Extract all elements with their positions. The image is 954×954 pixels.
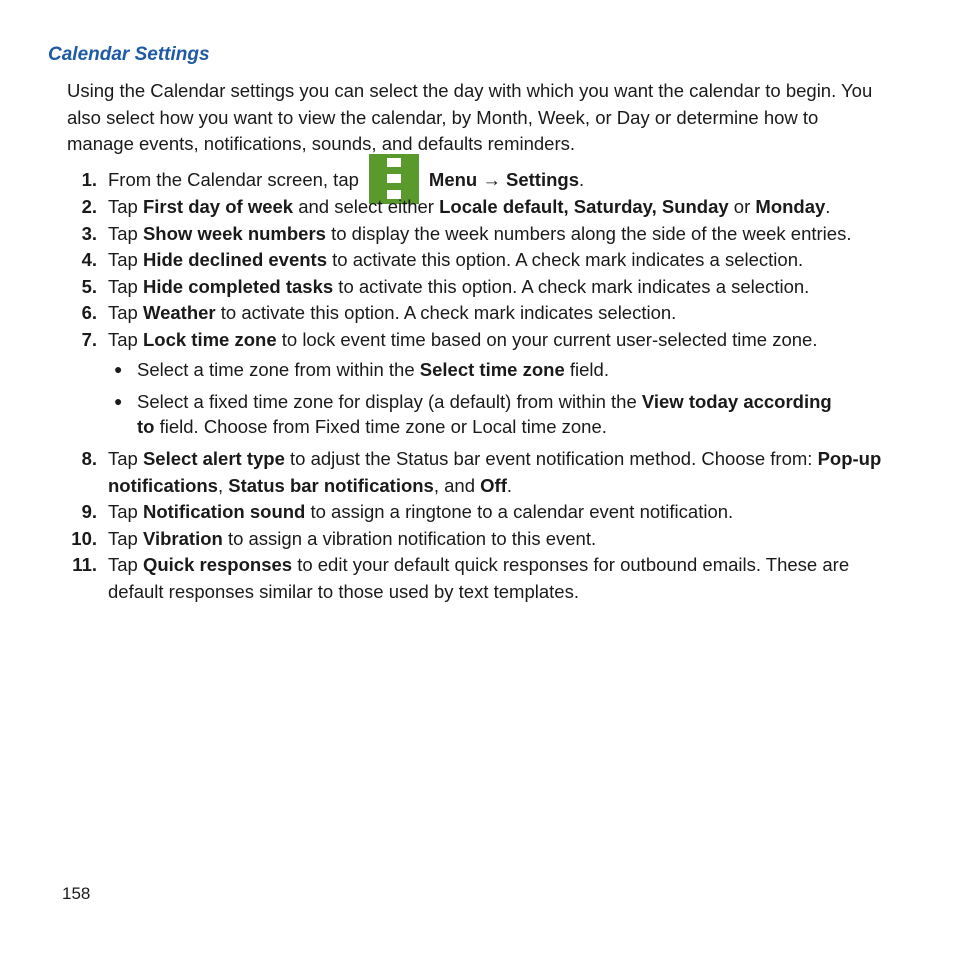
bullet-text: field.	[564, 359, 609, 381]
step-11	[0, 552, 908, 605]
step-text: to assign a vibration notification to this event.	[222, 527, 597, 549]
section-heading: Calendar Settings	[48, 44, 210, 65]
bullet-bold-text: View today according to	[137, 391, 832, 438]
step-bold-text: Weather	[142, 302, 216, 324]
step-bold-text: Menu	[428, 169, 478, 190]
step-bold-text: Status bar notifications	[228, 474, 434, 496]
bullet-item	[0, 389, 837, 439]
bullet-item	[0, 357, 837, 382]
step-number: 8.	[81, 448, 97, 470]
step-bold-text: Quick responses	[142, 554, 293, 576]
step-number: 7.	[81, 328, 97, 350]
step-text: and select either	[293, 196, 440, 218]
step-text: Tap	[108, 501, 143, 523]
step-3	[0, 221, 908, 248]
step-bold-text: First day of week	[142, 196, 294, 218]
step-number: 6.	[81, 302, 97, 324]
step-bold-text: Settings	[506, 169, 579, 190]
steps-list	[0, 167, 954, 605]
step-bold-text: Select alert type	[142, 448, 285, 470]
step-text: Tap	[108, 554, 143, 576]
step-text: to activate this option. A check mark indicates a selection.	[327, 249, 804, 271]
step-10	[0, 526, 908, 553]
step-bold-text: Hide completed tasks	[142, 275, 334, 297]
step-1	[0, 167, 908, 194]
step-text: , and	[433, 474, 481, 496]
step-number: 2.	[81, 196, 97, 218]
arrow-glyph: →	[482, 169, 501, 190]
step-number: 9.	[81, 501, 97, 523]
step-text: to lock event time based on your current user-selected time zone.	[276, 328, 818, 350]
step-bold-text: Notification sound	[142, 501, 306, 523]
step-text: to display the week numbers along the side of the week entries.	[325, 222, 852, 244]
step-text: Tap	[108, 249, 143, 271]
step-bold-text: Hide declined events	[142, 249, 328, 271]
step-5	[0, 274, 908, 301]
page-number: 158	[62, 884, 91, 903]
step-text: to activate this option. A check mark indicates a selection.	[333, 275, 810, 297]
bullet-dot-icon: ●	[114, 361, 123, 378]
step-number: 3.	[81, 222, 97, 244]
step-bold-text: Monday	[755, 196, 826, 218]
step-7	[0, 327, 908, 354]
step-number: 5.	[81, 275, 97, 297]
step-bold-text: Locale default, Saturday, Sunday	[439, 196, 729, 218]
step-text: Tap	[108, 196, 143, 218]
step-bold-text: Pop-up notifications	[108, 448, 882, 496]
step-text: to assign a ringtone to a calendar event notification.	[305, 501, 734, 523]
step-number: 4.	[81, 249, 97, 271]
step-text: or	[728, 196, 756, 218]
step-bold-text: Off	[480, 474, 507, 496]
step-4	[0, 247, 908, 274]
step-text: Tap	[108, 302, 143, 324]
step-text: Tap	[108, 275, 143, 297]
step-text: .	[506, 474, 512, 496]
intro-paragraph: Using the Calendar settings you can select the day with which you want the calendar to begin. You also select how you want to view the calendar, by Month, Week, or Day or determine how to manage events, notifications, sounds, and defaults reminders.	[67, 80, 873, 154]
bullet-list	[0, 357, 954, 439]
step-bold-text: Show week numbers	[142, 222, 326, 244]
step-6	[0, 300, 908, 327]
step-number: 10.	[71, 527, 97, 549]
step-text: ,	[217, 474, 229, 496]
bullet-bold-text: Select time zone	[419, 359, 565, 381]
step-2	[0, 194, 908, 221]
step-bold-text: Lock time zone	[142, 328, 277, 350]
step-number: 11.	[72, 554, 97, 576]
step-number: 1.	[81, 169, 97, 190]
step-8	[0, 446, 908, 499]
step-text: Tap	[108, 222, 143, 244]
step-text: Tap	[108, 448, 143, 470]
step-text: From the Calendar screen, tap	[108, 169, 359, 190]
step-text: .	[578, 169, 585, 190]
step-text: Tap	[108, 527, 143, 549]
step-text: to adjust the Status bar event notification method. Choose from:	[284, 448, 818, 470]
step-text: .	[825, 196, 831, 218]
step-text: to edit your default quick responses for outbound emails. These are default responses similar to those used by text templates.	[108, 554, 850, 602]
step-text: Tap	[108, 328, 143, 350]
step-bold-text: Vibration	[142, 527, 223, 549]
bullet-text: Select a fixed time zone for display (a default) from within the	[137, 391, 642, 413]
bullet-text: Select a time zone from within the	[137, 359, 420, 381]
step-text: to activate this option. A check mark indicates selection.	[215, 302, 677, 324]
bullet-text: field. Choose from Fixed time zone or Local time zone.	[154, 416, 607, 438]
bullet-dot-icon: ●	[114, 393, 123, 410]
step-9	[0, 499, 908, 526]
